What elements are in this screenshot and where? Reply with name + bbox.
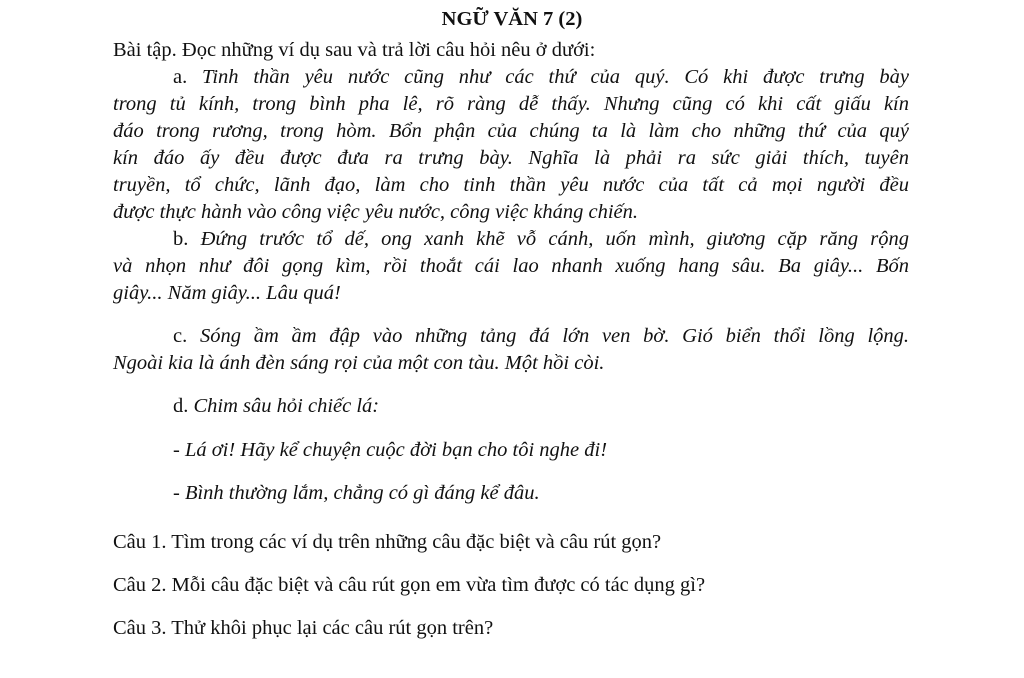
example-b-line-2: và nhọn như đôi gọng kìm, rồi thoắt cái lao nhanh xuống hang sâu. Ba giây... Bốn <box>113 255 909 277</box>
exercise-intro: Bài tập. Đọc những ví dụ sau và trả lời câu hỏi nêu ở dưới: <box>113 39 596 61</box>
example-d-text: Chim sâu hỏi chiếc lá: <box>193 395 380 417</box>
example-c-line-2: Ngoài kia là ánh đèn sáng rọi của một con tàu. Một hồi còi. <box>113 352 605 374</box>
example-d-dialogue-1: - Lá ơi! Hãy kể chuyện cuộc đời bạn cho tôi nghe đi! <box>173 439 608 461</box>
question-1: Câu 1. Tìm trong các ví dụ trên những câu đặc biệt và câu rút gọn? <box>113 531 662 553</box>
example-a-line-1 <box>173 64 909 91</box>
example-a-line-4: kín đáo ấy đều được đưa ra trưng bày. Nghĩa là phải ra sức giải thích, tuyên <box>113 147 909 169</box>
example-d-line-1 <box>173 393 379 420</box>
example-d-marker: d. <box>173 395 189 417</box>
document-title: NGỮ VĂN 7 (2) <box>441 8 583 30</box>
question-3: Câu 3. Thử khôi phục lại các câu rút gọn trên? <box>113 617 494 639</box>
example-a-line-5: truyền, tổ chức, lãnh đạo, làm cho tinh thần yêu nước của tất cả mọi người đều <box>113 174 909 196</box>
example-b-line-3: giây... Năm giây... Lâu quá! <box>113 282 341 304</box>
example-a-line-3: đáo trong rương, trong hòm. Bổn phận của chúng ta là làm cho những thứ của quý <box>113 120 909 142</box>
example-c-text: Sóng ầm ầm đập vào những tảng đá lớn ven bờ. Gió biển thổi lồng lộng. <box>199 325 910 347</box>
example-a-line-6: được thực hành vào công việc yêu nước, công việc kháng chiến. <box>113 201 639 223</box>
example-c-marker: c. <box>173 325 188 347</box>
example-b-marker: b. <box>173 228 189 250</box>
example-c-line-1 <box>173 323 909 350</box>
question-2: Câu 2. Mỗi câu đặc biệt và câu rút gọn em vừa tìm được có tác dụng gì? <box>113 574 706 596</box>
example-a-marker: a. <box>173 66 188 88</box>
example-b-line-1 <box>173 226 909 253</box>
example-a-text: Tinh thần yêu nước cũng như các thứ của quý. Có khi được trưng bày <box>202 66 909 88</box>
example-a-line-2: trong tủ kính, trong bình pha lê, rõ ràng dễ thấy. Nhưng cũng có khi cất giấu kín <box>113 93 909 115</box>
example-b-text: Đứng trước tổ dế, ong xanh khẽ vỗ cánh, uốn mình, giương cặp răng rộng <box>200 228 909 250</box>
example-d-dialogue-2: - Bình thường lắm, chẳng có gì đáng kể đâu. <box>173 482 540 504</box>
